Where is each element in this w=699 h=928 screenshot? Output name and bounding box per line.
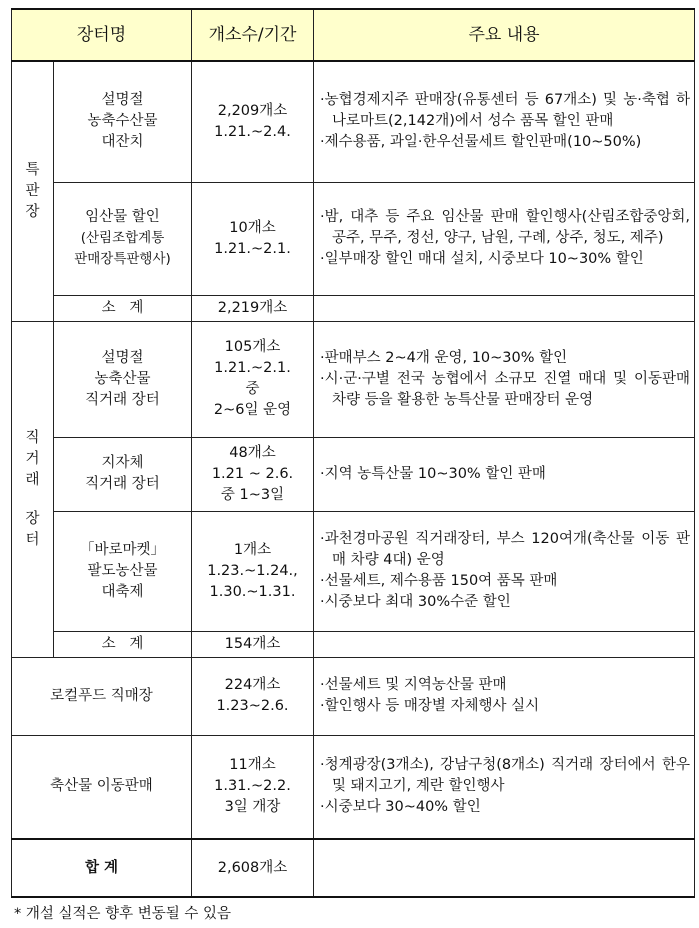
subtotal-row — [12, 295, 695, 321]
main-content: ·선물세트 및 지역농산물 판매 ·할인행사 등 매장별 자체행사 실시 — [314, 657, 695, 735]
table-row — [12, 657, 695, 735]
main-content: ·농협경제지주 판매장(유통센터 등 67개소) 및 농·축협 하나로마트(2,142개)에서 성수 품목 할인 판매 ·제수용품, 과일·한우선물세트 할인판매(10~50%) — [314, 61, 695, 182]
empty-cell — [314, 631, 695, 657]
main-content: ·밤, 대추 등 주요 임산물 판매 할인행사(산림조합중앙회, 공주, 무주, 정선, 양구, 남원, 구례, 상주, 청도, 제주) ·일부매장 할인 매대 설치, 시중보다 10~30% 할인 — [314, 182, 695, 295]
count-period: 10개소 1.21.~2.1. — [192, 182, 314, 295]
market-name: 임산물 할인 (산림조합계통 판매장특판행사) — [54, 182, 192, 295]
count-period: 48개소 1.21 ~ 2.6. 중 1~3일 — [192, 437, 314, 511]
main-content: ·판매부스 2~4개 운영, 10~30% 할인 ·시·군·구별 전국 농협에서 소규모 진열 매대 및 이동판매 차량 등을 활용한 농특산물 판매장터 운영 — [314, 321, 695, 437]
total-value: 2,608개소 — [192, 839, 314, 897]
table-row — [12, 61, 695, 182]
market-table — [11, 8, 695, 898]
count-period: 11개소 1.31.~2.2. 3일 개장 — [192, 735, 314, 839]
subtotal-value: 2,219개소 — [192, 295, 314, 321]
table-row — [12, 735, 695, 839]
table-row — [12, 511, 695, 631]
table-row — [12, 321, 695, 437]
header-main-content: 주요 내용 — [314, 9, 695, 61]
main-content: ·청계광장(3개소), 강남구청(8개소) 직거래 장터에서 한우 및 돼지고기, 계란 할인행사 ·시중보다 30~40% 할인 — [314, 735, 695, 839]
main-content: ·지역 농특산물 10~30% 할인 판매 — [314, 437, 695, 511]
market-name: 설명절 농축수산물 대잔치 — [54, 61, 192, 182]
subtotal-label: 소 계 — [54, 631, 192, 657]
market-name: 지자체 직거래 장터 — [54, 437, 192, 511]
empty-cell — [314, 295, 695, 321]
market-name: 설명절 농축산물 직거래 장터 — [54, 321, 192, 437]
footnote: * 개설 실적은 향후 변동될 수 있음 — [14, 906, 231, 922]
main-content: ·과천경마공원 직거래장터, 부스 120여개(축산물 이동 판매 차량 4대) 운영 ·선물세트, 제수용품 150여 품목 판매 ·시중보다 최대 30%수준 할인 — [314, 511, 695, 631]
subtotal-value: 154개소 — [192, 631, 314, 657]
header-count-period: 개소수/기간 — [192, 9, 314, 61]
count-period: 1개소 1.23.~1.24., 1.30.~1.31. — [192, 511, 314, 631]
market-name: 로컬푸드 직매장 — [12, 657, 192, 735]
header-row — [12, 9, 695, 61]
count-period: 224개소 1.23~2.6. — [192, 657, 314, 735]
empty-cell — [314, 839, 695, 897]
table-row — [12, 437, 695, 511]
group-direct-label: 직 거 래 장 터 — [12, 321, 54, 657]
table-row — [12, 182, 695, 295]
header-market-name: 장터명 — [12, 9, 192, 61]
subtotal-label: 소 계 — [54, 295, 192, 321]
market-name: 축산물 이동판매 — [12, 735, 192, 839]
count-period: 105개소 1.21.~2.1. 중 2~6일 운영 — [192, 321, 314, 437]
count-period: 2,209개소 1.21.~2.4. — [192, 61, 314, 182]
subtotal-row — [12, 631, 695, 657]
total-row — [12, 839, 695, 897]
total-label: 합 계 — [12, 839, 192, 897]
market-name: 「바로마켓」 팔도농산물 대축제 — [54, 511, 192, 631]
group-special-label: 특 판 장 — [12, 61, 54, 321]
